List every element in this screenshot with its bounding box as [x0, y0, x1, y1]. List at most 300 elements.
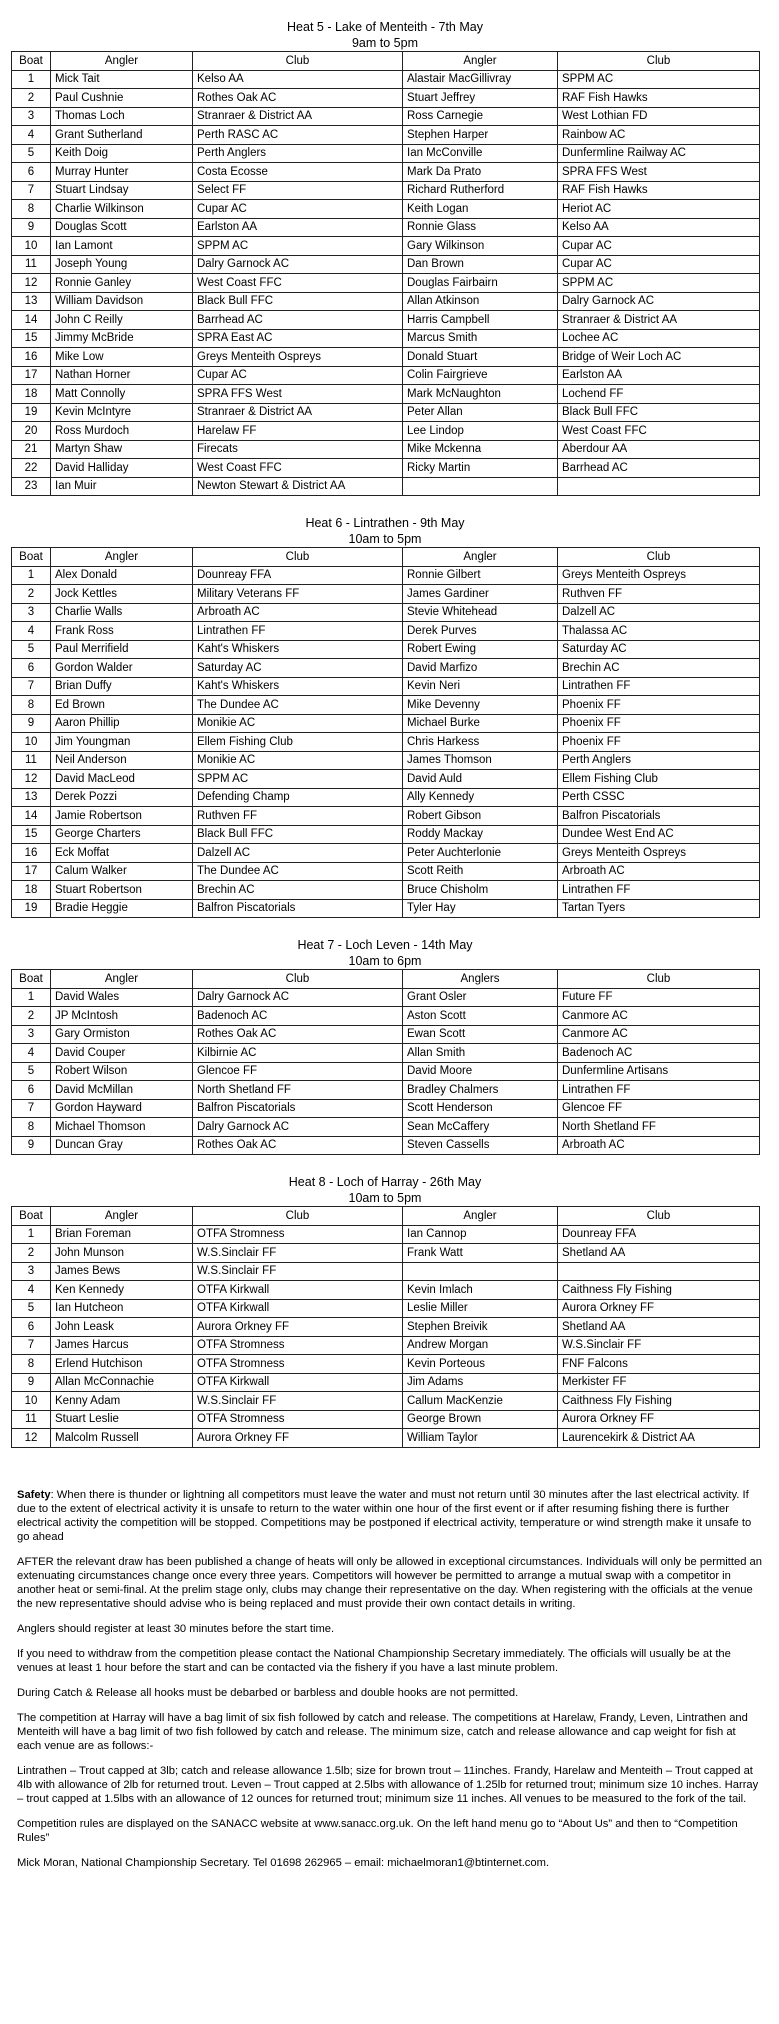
club-cell: W.S.Sinclair FF — [558, 1336, 760, 1355]
bag-limit-note: The competition at Harray will have a bag limit of six fish followed by catch and release. The competitions at Harelaw, Frandy, Leven, Lintrathen and Menteith will have a bag limit of two fish followed by catch and release. The minimum size, catch and release allowance and cap weight for fish at each venue are as follows:- — [17, 1711, 748, 1752]
club-cell: Tartan Tyers — [558, 899, 760, 918]
club-cell: Bridge of Weir Loch AC — [558, 348, 760, 367]
angler-cell: James Harcus — [51, 1336, 193, 1355]
angler-cell: Robert Ewing — [403, 640, 558, 659]
boat-number: 15 — [12, 825, 51, 844]
angler-cell: Stephen Harper — [403, 126, 558, 145]
boat-number: 8 — [12, 200, 51, 219]
club-cell: Barrhead AC — [558, 459, 760, 478]
boat-number: 14 — [12, 311, 51, 330]
angler-cell: Leslie Miller — [403, 1299, 558, 1318]
club-cell: OTFA Stromness — [193, 1336, 403, 1355]
angler-cell: Malcolm Russell — [51, 1429, 193, 1448]
angler-cell: Thomas Loch — [51, 107, 193, 126]
club-cell: Black Bull FFC — [558, 403, 760, 422]
angler-cell: David McMillan — [51, 1081, 193, 1100]
table-row — [12, 403, 760, 422]
table-row — [12, 1099, 760, 1118]
club-cell: Earlston AA — [558, 366, 760, 385]
angler-cell: Brian Duffy — [51, 677, 193, 696]
table-row — [12, 1299, 760, 1318]
angler-cell: Marcus Smith — [403, 329, 558, 348]
angler-cell: Jim Adams — [403, 1373, 558, 1392]
angler-cell: Stuart Jeffrey — [403, 89, 558, 108]
club-cell: North Shetland FF — [558, 1118, 760, 1137]
angler-cell: Stuart Leslie — [51, 1410, 193, 1429]
boat-number: 4 — [12, 126, 51, 145]
table-row — [12, 844, 760, 863]
boat-number: 19 — [12, 403, 51, 422]
draw-table — [11, 51, 760, 496]
table-row — [12, 126, 760, 145]
column-header: Angler — [51, 970, 193, 989]
club-cell: RAF Fish Hawks — [558, 89, 760, 108]
angler-cell: Stephen Breivik — [403, 1318, 558, 1337]
club-cell: Ellem Fishing Club — [558, 770, 760, 789]
angler-cell: Kevin Imlach — [403, 1281, 558, 1300]
angler-cell: Callum MacKenzie — [403, 1392, 558, 1411]
club-cell: Lintrathen FF — [558, 677, 760, 696]
boat-number: 20 — [12, 422, 51, 441]
safety-note — [17, 1488, 762, 1544]
club-cell: Brechin AC — [193, 881, 403, 900]
boat-number: 10 — [12, 237, 51, 256]
angler-cell: Charlie Wilkinson — [51, 200, 193, 219]
angler-cell: David Halliday — [51, 459, 193, 478]
table-header-row — [12, 1207, 760, 1226]
club-cell: Lintrathen FF — [558, 1081, 760, 1100]
angler-cell: Gordon Walder — [51, 659, 193, 678]
club-cell: Dalry Garnock AC — [193, 988, 403, 1007]
heat-change-note: AFTER the relevant draw has been published a change of heats will only be allowed in exceptional circumstances. Individuals will only be permitted an extenuating circumstances change once every three years. Competitors will however be permitted to arrange a mutual swap with a competitor in another heat or semi-final. At the prelim stage only, clubs may change their representative on the day. When registering with the officials at the venue the new representative should advise who is being replaced and must provide their own contact details in writing. — [17, 1555, 763, 1610]
angler-cell: Ross Carnegie — [403, 107, 558, 126]
angler-cell: Charlie Walls — [51, 603, 193, 622]
angler-cell: Ian Hutcheon — [51, 1299, 193, 1318]
boat-number: 17 — [12, 862, 51, 881]
angler-cell: Colin Fairgrieve — [403, 366, 558, 385]
club-cell: Phoenix FF — [558, 714, 760, 733]
club-cell: Rainbow AC — [558, 126, 760, 145]
boat-number: 2 — [12, 585, 51, 604]
boat-number: 7 — [12, 677, 51, 696]
angler-cell: Bradley Chalmers — [403, 1081, 558, 1100]
register-note: Anglers should register at least 30 minutes before the start time. — [17, 1622, 335, 1635]
table-row — [12, 585, 760, 604]
table-row — [12, 770, 760, 789]
club-cell: Perth RASC AC — [193, 126, 403, 145]
boat-number: 11 — [12, 255, 51, 274]
angler-cell: JP McIntosh — [51, 1007, 193, 1026]
club-cell: The Dundee AC — [193, 696, 403, 715]
angler-cell: Neil Anderson — [51, 751, 193, 770]
column-header: Boat — [12, 970, 51, 989]
angler-cell: George Brown — [403, 1410, 558, 1429]
table-row — [12, 603, 760, 622]
column-header: Angler — [51, 1207, 193, 1226]
boat-number: 9 — [12, 1136, 51, 1155]
table-row — [12, 1392, 760, 1411]
angler-cell: Keith Logan — [403, 200, 558, 219]
club-cell: Defending Champ — [193, 788, 403, 807]
boat-number: 1 — [12, 566, 51, 585]
club-cell: Newton Stewart & District AA — [193, 477, 403, 496]
boat-number: 9 — [12, 714, 51, 733]
angler-cell: Harris Campbell — [403, 311, 558, 330]
angler-cell: Michael Thomson — [51, 1118, 193, 1137]
club-cell: W.S.Sinclair FF — [193, 1262, 403, 1281]
angler-cell: Steven Cassells — [403, 1136, 558, 1155]
table-row — [12, 862, 760, 881]
angler-cell: Ian Cannop — [403, 1225, 558, 1244]
table-row — [12, 163, 760, 182]
table-row — [12, 1318, 760, 1337]
angler-cell: Ian Lamont — [51, 237, 193, 256]
boat-number: 3 — [12, 1025, 51, 1044]
heat-title: Heat 5 - Lake of Menteith - 7th May — [287, 20, 483, 34]
angler-cell: Mike Mckenna — [403, 440, 558, 459]
table-row — [12, 825, 760, 844]
angler-cell: Peter Auchterlonie — [403, 844, 558, 863]
heat-time: 9am to 5pm — [351, 36, 418, 50]
club-cell: Cupar AC — [193, 200, 403, 219]
angler-cell: Frank Ross — [51, 622, 193, 641]
heat-7-section — [11, 918, 759, 1155]
angler-cell: Kevin Neri — [403, 677, 558, 696]
heat-6-section — [11, 496, 759, 918]
boat-number: 7 — [12, 1336, 51, 1355]
table-row — [12, 1081, 760, 1100]
table-row — [12, 677, 760, 696]
club-cell: Aurora Orkney FF — [193, 1429, 403, 1448]
boat-number: 3 — [12, 603, 51, 622]
angler-cell: Mike Low — [51, 348, 193, 367]
club-cell: Cupar AC — [558, 237, 760, 256]
club-cell: Aberdour AA — [558, 440, 760, 459]
table-row — [12, 807, 760, 826]
angler-cell: Robert Gibson — [403, 807, 558, 826]
club-cell: Kelso AA — [193, 70, 403, 89]
heat-title: Heat 7 - Loch Leven - 14th May — [297, 938, 473, 952]
angler-cell — [403, 477, 558, 496]
angler-cell: Jim Youngman — [51, 733, 193, 752]
table-row — [12, 440, 760, 459]
angler-cell: Joseph Young — [51, 255, 193, 274]
heat-title: Heat 8 - Loch of Harray - 26th May — [288, 1175, 482, 1189]
table-row — [12, 1244, 760, 1263]
boat-number: 12 — [12, 274, 51, 293]
table-row — [12, 366, 760, 385]
table-row — [12, 292, 760, 311]
angler-cell: Ross Murdoch — [51, 422, 193, 441]
angler-cell: Richard Rutherford — [403, 181, 558, 200]
club-cell: Dalry Garnock AC — [558, 292, 760, 311]
column-header: Angler — [403, 548, 558, 567]
club-cell: Saturday AC — [558, 640, 760, 659]
club-cell: Future FF — [558, 988, 760, 1007]
table-row — [12, 237, 760, 256]
club-cell: Canmore AC — [558, 1025, 760, 1044]
club-cell: Dalzell AC — [193, 844, 403, 863]
angler-cell: John Leask — [51, 1318, 193, 1337]
club-cell: Brechin AC — [558, 659, 760, 678]
boat-number: 3 — [12, 107, 51, 126]
column-header: Boat — [12, 52, 51, 71]
angler-cell: Ed Brown — [51, 696, 193, 715]
boat-number: 5 — [12, 1299, 51, 1318]
angler-cell: Donald Stuart — [403, 348, 558, 367]
column-header: Angler — [403, 52, 558, 71]
table-row — [12, 144, 760, 163]
boat-number: 1 — [12, 988, 51, 1007]
table-row — [12, 1429, 760, 1448]
angler-cell: Ken Kennedy — [51, 1281, 193, 1300]
column-header: Club — [193, 52, 403, 71]
table-row — [12, 1007, 760, 1026]
table-row — [12, 1336, 760, 1355]
boat-number: 2 — [12, 1244, 51, 1263]
club-cell: Military Veterans FF — [193, 585, 403, 604]
club-cell: Dalzell AC — [558, 603, 760, 622]
club-cell: Black Bull FFC — [193, 825, 403, 844]
club-cell: OTFA Kirkwall — [193, 1373, 403, 1392]
angler-cell: Bruce Chisholm — [403, 881, 558, 900]
table-row — [12, 1136, 760, 1155]
column-header: Club — [193, 548, 403, 567]
club-cell: Stranraer & District AA — [558, 311, 760, 330]
club-cell: SPRA FFS West — [558, 163, 760, 182]
angler-cell: Allan Smith — [403, 1044, 558, 1063]
angler-cell: Mike Devenny — [403, 696, 558, 715]
club-cell: The Dundee AC — [193, 862, 403, 881]
club-cell: RAF Fish Hawks — [558, 181, 760, 200]
club-cell: Arbroath AC — [193, 603, 403, 622]
angler-cell: Derek Pozzi — [51, 788, 193, 807]
heat-time: 10am to 6pm — [348, 954, 422, 968]
club-cell: Dalry Garnock AC — [193, 1118, 403, 1137]
column-header: Club — [193, 1207, 403, 1226]
angler-cell: Andrew Morgan — [403, 1336, 558, 1355]
table-row — [12, 385, 760, 404]
angler-cell: David Wales — [51, 988, 193, 1007]
table-row — [12, 181, 760, 200]
safety-text: : When there is thunder or lightning all competitors must leave the water and must not return until 30 minutes after the last electrical activity. If due to the extent of electrical activity it is unsafe to return to the water within one hour of the first event or if after resuming fishing there is further electrical activity the competition will be stopped. Competitions may be postponed if electrical activity, temperature or wind strength make it unsafe to go ahead — [17, 1488, 752, 1543]
table-header-row — [12, 970, 760, 989]
club-cell: Cupar AC — [193, 366, 403, 385]
table-row — [12, 1225, 760, 1244]
table-row — [12, 459, 760, 478]
safety-label: Safety — [17, 1488, 51, 1501]
angler-cell: Peter Allan — [403, 403, 558, 422]
angler-cell: James Thomson — [403, 751, 558, 770]
club-cell: Laurencekirk & District AA — [558, 1429, 760, 1448]
club-cell: Lintrathen FF — [193, 622, 403, 641]
angler-cell: Gary Wilkinson — [403, 237, 558, 256]
angler-cell: Paul Merrifield — [51, 640, 193, 659]
boat-number: 14 — [12, 807, 51, 826]
heat-5-section — [11, 0, 759, 496]
angler-cell: Murray Hunter — [51, 163, 193, 182]
club-cell: Lochend FF — [558, 385, 760, 404]
angler-cell: Sean McCaffery — [403, 1118, 558, 1137]
club-cell: Perth Anglers — [558, 751, 760, 770]
angler-cell: Chris Harkess — [403, 733, 558, 752]
club-cell: Kaht's Whiskers — [193, 677, 403, 696]
boat-number: 18 — [12, 881, 51, 900]
club-cell: Greys Menteith Ospreys — [193, 348, 403, 367]
club-cell: West Lothian FD — [558, 107, 760, 126]
boat-number: 8 — [12, 696, 51, 715]
boat-number: 15 — [12, 329, 51, 348]
boat-number: 6 — [12, 1318, 51, 1337]
angler-cell: David Moore — [403, 1062, 558, 1081]
heat-8-section — [11, 1155, 759, 1448]
angler-cell: Kenny Adam — [51, 1392, 193, 1411]
table-row — [12, 733, 760, 752]
table-row — [12, 477, 760, 496]
draw-table — [11, 969, 760, 1155]
column-header: Boat — [12, 548, 51, 567]
table-row — [12, 1262, 760, 1281]
table-row — [12, 1281, 760, 1300]
club-cell: Badenoch AC — [558, 1044, 760, 1063]
table-row — [12, 622, 760, 641]
table-row — [12, 274, 760, 293]
club-cell: Thalassa AC — [558, 622, 760, 641]
column-header: Boat — [12, 1207, 51, 1226]
table-row — [12, 881, 760, 900]
club-cell: Monikie AC — [193, 751, 403, 770]
column-header: Club — [558, 1207, 760, 1226]
rules-website-note: Competition rules are displayed on the SANACC website at www.sanacc.org.uk. On the left hand menu go to “About Us” and then to “Competition Rules” — [17, 1817, 738, 1844]
angler-cell: Stuart Lindsay — [51, 181, 193, 200]
angler-cell: Ian Muir — [51, 477, 193, 496]
boat-number: 6 — [12, 163, 51, 182]
table-row — [12, 1410, 760, 1429]
boat-number: 5 — [12, 144, 51, 163]
angler-cell: James Gardiner — [403, 585, 558, 604]
angler-cell: Lee Lindop — [403, 422, 558, 441]
angler-cell: Aston Scott — [403, 1007, 558, 1026]
table-row — [12, 566, 760, 585]
angler-cell: Ricky Martin — [403, 459, 558, 478]
draw-table — [11, 1206, 760, 1448]
table-row — [12, 659, 760, 678]
table-row — [12, 200, 760, 219]
table-row — [12, 714, 760, 733]
club-cell: Dounreay FFA — [193, 566, 403, 585]
club-cell: OTFA Stromness — [193, 1225, 403, 1244]
catch-release-note: During Catch & Release all hooks must be debarbed or barbless and double hooks are not permitted. — [17, 1686, 519, 1699]
boat-number: 10 — [12, 1392, 51, 1411]
boat-number: 8 — [12, 1355, 51, 1374]
table-row — [12, 107, 760, 126]
club-cell: W.S.Sinclair FF — [193, 1244, 403, 1263]
angler-cell: Douglas Fairbairn — [403, 274, 558, 293]
table-header-row — [12, 52, 760, 71]
angler-cell: Jamie Robertson — [51, 807, 193, 826]
angler-cell: Frank Watt — [403, 1244, 558, 1263]
boat-number: 22 — [12, 459, 51, 478]
club-cell — [558, 477, 760, 496]
angler-cell: Ronnie Gilbert — [403, 566, 558, 585]
angler-cell: Duncan Gray — [51, 1136, 193, 1155]
club-cell: Rothes Oak AC — [193, 89, 403, 108]
angler-cell: Ronnie Glass — [403, 218, 558, 237]
club-cell: Cupar AC — [558, 255, 760, 274]
column-header: Club — [193, 970, 403, 989]
contact-note: Mick Moran, National Championship Secretary. Tel 01698 262965 – email: michaelmoran1@btinternet.com. — [17, 1856, 550, 1869]
heat-title: Heat 6 - Lintrathen - 9th May — [305, 516, 465, 530]
angler-cell: Mark Da Prato — [403, 163, 558, 182]
angler-cell: Roddy Mackay — [403, 825, 558, 844]
table-row — [12, 1062, 760, 1081]
column-header: Angler — [403, 1207, 558, 1226]
angler-cell: Grant Osler — [403, 988, 558, 1007]
angler-cell: James Bews — [51, 1262, 193, 1281]
table-header-row — [12, 548, 760, 567]
angler-cell: Ewan Scott — [403, 1025, 558, 1044]
boat-number: 7 — [12, 181, 51, 200]
angler-cell: Tyler Hay — [403, 899, 558, 918]
angler-cell: David Auld — [403, 770, 558, 789]
club-cell: Black Bull FFC — [193, 292, 403, 311]
club-cell: W.S.Sinclair FF — [193, 1392, 403, 1411]
table-row — [12, 751, 760, 770]
club-cell: Aurora Orkney FF — [558, 1299, 760, 1318]
club-cell: OTFA Kirkwall — [193, 1299, 403, 1318]
club-cell: Merkister FF — [558, 1373, 760, 1392]
club-cell: SPPM AC — [193, 237, 403, 256]
club-cell: Ruthven FF — [558, 585, 760, 604]
club-cell: Rothes Oak AC — [193, 1025, 403, 1044]
table-row — [12, 988, 760, 1007]
angler-cell: Jimmy McBride — [51, 329, 193, 348]
angler-cell: John C Reilly — [51, 311, 193, 330]
club-cell: OTFA Stromness — [193, 1355, 403, 1374]
club-cell: SPRA FFS West — [193, 385, 403, 404]
heat-time: 10am to 5pm — [348, 532, 422, 546]
angler-cell: Gordon Hayward — [51, 1099, 193, 1118]
club-cell: Aurora Orkney FF — [193, 1318, 403, 1337]
club-cell: Glencoe FF — [193, 1062, 403, 1081]
boat-number: 6 — [12, 659, 51, 678]
angler-cell — [403, 1262, 558, 1281]
angler-cell: David Marfizo — [403, 659, 558, 678]
boat-number: 6 — [12, 1081, 51, 1100]
club-cell: Badenoch AC — [193, 1007, 403, 1026]
angler-cell: Paul Cushnie — [51, 89, 193, 108]
club-cell: West Coast FFC — [193, 459, 403, 478]
boat-number: 10 — [12, 733, 51, 752]
column-header: Angler — [51, 548, 193, 567]
angler-cell: Nathan Horner — [51, 366, 193, 385]
angler-cell: Scott Reith — [403, 862, 558, 881]
club-cell: Ellem Fishing Club — [193, 733, 403, 752]
club-cell: Balfron Piscatorials — [193, 899, 403, 918]
club-cell: SPPM AC — [193, 770, 403, 789]
angler-cell: Calum Walker — [51, 862, 193, 881]
club-cell: Kilbirnie AC — [193, 1044, 403, 1063]
boat-number: 18 — [12, 385, 51, 404]
club-cell: Kaht's Whiskers — [193, 640, 403, 659]
club-cell: Dundee West End AC — [558, 825, 760, 844]
boat-number: 13 — [12, 788, 51, 807]
club-cell: Glencoe FF — [558, 1099, 760, 1118]
table-row — [12, 788, 760, 807]
heat-time: 10am to 5pm — [348, 1191, 422, 1205]
table-row — [12, 329, 760, 348]
club-cell: Dunfermline Artisans — [558, 1062, 760, 1081]
